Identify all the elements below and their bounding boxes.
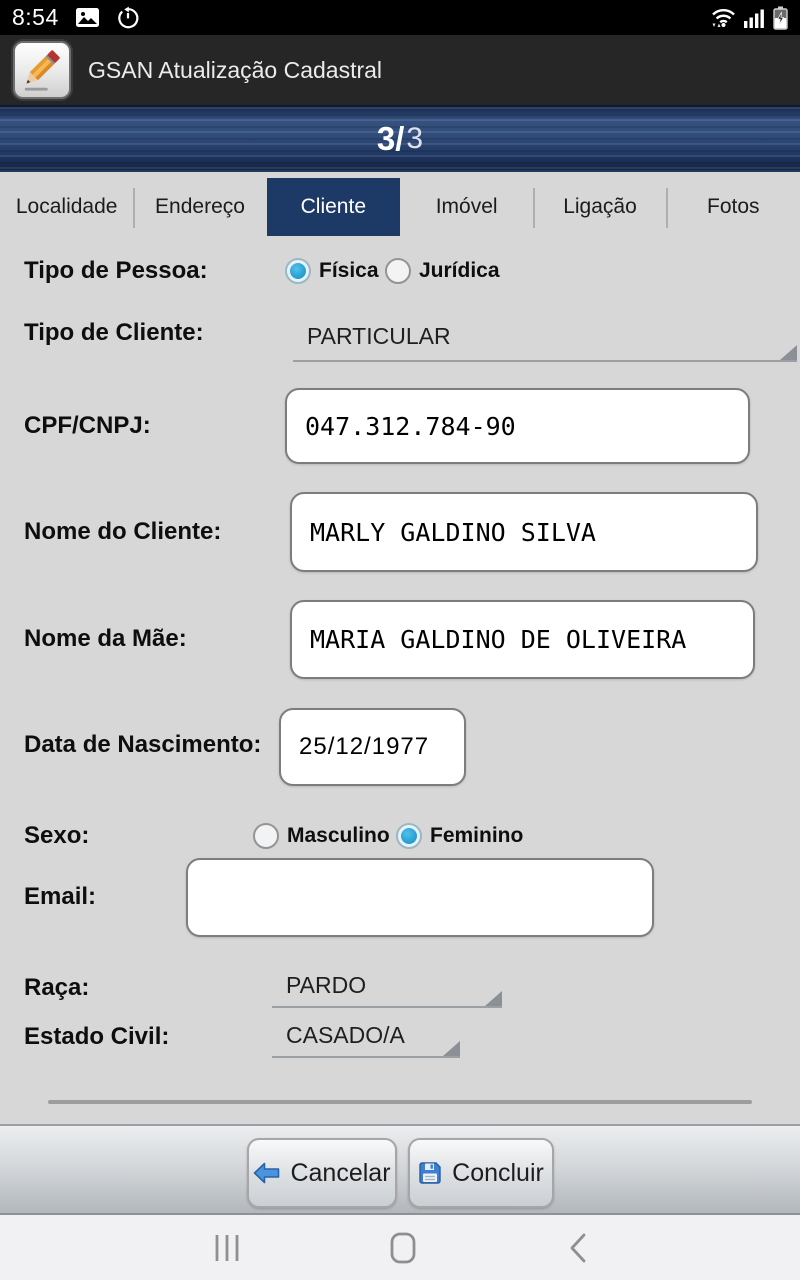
sexo-label: Sexo: — [24, 822, 90, 849]
app-bar — [0, 35, 800, 105]
save-disk-icon — [418, 1161, 442, 1185]
radio-juridica[interactable] — [385, 258, 411, 284]
confirm-button[interactable] — [408, 1138, 554, 1208]
nome-mae-label: Nome da Mãe: — [24, 625, 187, 652]
spinner-dropdown-icon — [780, 345, 797, 360]
tab-imovel[interactable] — [400, 178, 533, 236]
tab-divider — [666, 188, 668, 228]
tipo-cliente-value: PARTICULAR — [307, 323, 451, 349]
recents-icon — [215, 1234, 239, 1262]
recents-button[interactable] — [182, 1215, 272, 1280]
raca-value: PARDO — [286, 972, 367, 998]
nome-mae-input[interactable] — [290, 600, 755, 679]
pencil-app-icon — [13, 41, 71, 99]
estado-civil-label: Estado Civil: — [24, 1023, 170, 1050]
progress-total: 3 — [406, 121, 424, 155]
email-label: Email: — [24, 883, 97, 910]
action-button-bar — [0, 1124, 800, 1215]
data-nascimento-input[interactable] — [279, 708, 466, 786]
cpf-cnpj-label: CPF/CNPJ: — [24, 412, 151, 439]
tab-endereco[interactable] — [133, 178, 266, 236]
tipo-pessoa-label: Tipo de Pessoa: — [24, 257, 208, 284]
tab-bar — [0, 178, 800, 236]
data-nascimento-label: Data de Nascimento: — [24, 731, 262, 758]
status-left-icons — [75, 6, 140, 30]
status-right-icons — [709, 6, 788, 30]
status-bar — [0, 0, 800, 35]
home-icon — [390, 1232, 416, 1264]
back-arrow-icon — [253, 1162, 280, 1184]
cancel-button-label: Cancelar — [290, 1158, 391, 1187]
email-input[interactable] — [186, 858, 654, 937]
signal-strength-icon — [744, 7, 766, 29]
wifi-transfer-icon — [709, 6, 737, 30]
back-button[interactable] — [533, 1215, 623, 1280]
tipo-cliente-label: Tipo de Cliente: — [24, 319, 204, 346]
spinner-dropdown-icon — [443, 1041, 460, 1056]
nome-cliente-label: Nome do Cliente: — [24, 518, 222, 545]
status-time: 8:54 — [12, 4, 59, 30]
radio-feminino-label[interactable]: Feminino — [430, 824, 524, 847]
tab-fotos[interactable] — [667, 178, 800, 236]
tab-label: Cliente — [300, 195, 366, 218]
estado-civil-spinner[interactable] — [272, 1016, 460, 1058]
radio-masculino[interactable] — [253, 823, 279, 849]
tab-label: Imóvel — [435, 195, 498, 218]
raca-spinner[interactable] — [272, 966, 502, 1008]
app-title: GSAN Atualização Cadastral — [88, 56, 383, 83]
home-button[interactable] — [358, 1215, 448, 1280]
tab-divider — [533, 188, 535, 228]
radio-fisica[interactable] — [285, 258, 311, 284]
photo-icon — [75, 7, 100, 28]
radio-feminino[interactable] — [396, 823, 422, 849]
progress-band — [0, 105, 800, 172]
tab-localidade[interactable] — [0, 178, 133, 236]
cancel-button[interactable] — [247, 1138, 397, 1208]
progress-step: 3/ — [376, 119, 405, 157]
nome-cliente-input[interactable] — [290, 492, 758, 572]
battery-charging-icon — [773, 6, 788, 30]
tab-label: Endereço — [155, 195, 245, 218]
radio-fisica-label[interactable]: Física — [319, 259, 379, 282]
back-icon — [569, 1233, 587, 1263]
estado-civil-value: CASADO/A — [286, 1022, 405, 1048]
tab-ligacao[interactable] — [533, 178, 666, 236]
tipo-cliente-spinner[interactable] — [293, 316, 797, 362]
tab-label: Localidade — [15, 195, 118, 218]
radio-masculino-label[interactable]: Masculino — [287, 824, 390, 847]
timer-icon — [116, 6, 140, 30]
raca-label: Raça: — [24, 974, 90, 1001]
tab-label: Ligação — [563, 195, 637, 218]
pencil-icon — [19, 47, 65, 93]
tab-label: Fotos — [707, 195, 760, 218]
tab-cliente[interactable] — [267, 178, 400, 236]
confirm-button-label: Concluir — [452, 1158, 544, 1187]
radio-juridica-label[interactable]: Jurídica — [419, 259, 500, 282]
section-divider — [48, 1100, 752, 1104]
spinner-dropdown-icon — [485, 991, 502, 1006]
tab-divider — [133, 188, 135, 228]
android-nav-bar — [0, 1215, 800, 1280]
cpf-cnpj-input[interactable] — [285, 388, 750, 464]
